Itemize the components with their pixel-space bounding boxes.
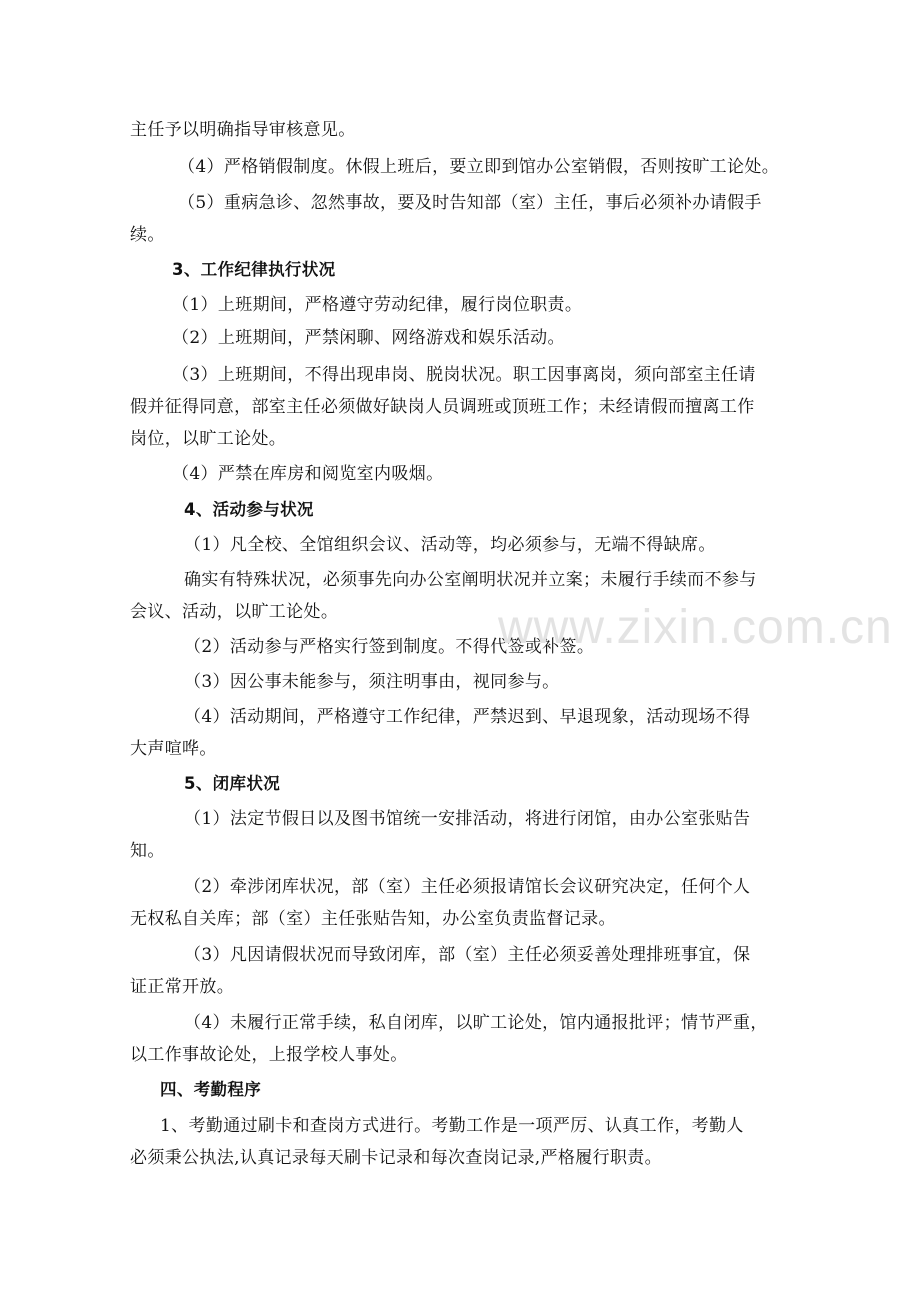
paragraph-line: （3）上班期间，不得出现串岗、脱岗状况。职工因事离岗，须向部室主任请 <box>172 365 756 385</box>
paragraph-line: （4）未履行正常手续，私自闭库，以旷工论处，馆内通报批评；情节严重， <box>184 1013 768 1033</box>
paragraph-line: （3）凡因请假状况而导致闭库，部（室）主任必须妥善处理排班事宜，保 <box>184 945 751 965</box>
section-heading: 四、考勤程序 <box>160 1080 262 1099</box>
watermark: www.zixin.com.cn <box>498 601 893 654</box>
paragraph-line: （2）上班期间，严禁闲聊、网络游戏和娱乐活动。 <box>172 328 565 348</box>
paragraph-line: 无权私自关库；部（室）主任张贴告知，办公室负责监督记录。 <box>130 909 616 929</box>
paragraph-line: （1）凡全校、全馆组织会议、活动等，均必须参与，无端不得缺席。 <box>184 535 716 555</box>
paragraph-line: （1）上班期间，严格遵守劳动纪律，履行岗位职责。 <box>172 295 583 315</box>
paragraph-line: （4）严禁在库房和阅览室内吸烟。 <box>172 464 444 484</box>
paragraph-line: （2）活动参与严格实行签到制度。不得代签或补签。 <box>184 637 595 657</box>
paragraph-line: 假并征得同意，部室主任必须做好缺岗人员调班或顶班工作；未经请假而擅离工作 <box>130 397 755 417</box>
paragraph-line: 会议、活动，以旷工论处。 <box>130 602 339 622</box>
paragraph-line: （1）法定节假日以及图书馆统一安排活动，将进行闭馆，由办公室张贴告 <box>184 809 751 829</box>
paragraph-line: 1、考勤通过刷卡和查岗方式进行。考勤工作是一项严厉、认真工作，考勤人 <box>160 1116 744 1136</box>
paragraph-line: 证正常开放。 <box>130 977 235 997</box>
paragraph-line: 续。 <box>130 225 165 245</box>
paragraph-line: （4）活动期间，严格遵守工作纪律，严禁迟到、早退现象，活动现场不得 <box>184 707 751 727</box>
paragraph-line: 必须秉公执法,认真记录每天刷卡记录和每次查岗记录,严格履行职责。 <box>130 1148 663 1168</box>
paragraph-line: （5）重病急诊、忽然事故，要及时告知部（室）主任，事后必须补办请假手 <box>178 193 762 213</box>
paragraph-line: 以工作事故论处，上报学校人事处。 <box>130 1045 408 1065</box>
paragraph-line: 岗位，以旷工论处。 <box>130 429 287 449</box>
section-heading: 5、闭库状况 <box>184 774 281 793</box>
paragraph-line: 大声喧哗。 <box>130 739 217 759</box>
paragraph-line: 确实有特殊状况，必须事先向办公室阐明状况并立案；未履行手续而不参与 <box>184 570 757 590</box>
paragraph-line: 主任予以明确指导审核意见。 <box>130 120 356 140</box>
paragraph-line: （2）牵涉闭库状况，部（室）主任必须报请馆长会议研究决定，任何个人 <box>184 877 751 897</box>
paragraph-line: （3）因公事未能参与，须注明事由，视同参与。 <box>184 672 560 692</box>
section-heading: 4、活动参与状况 <box>184 500 314 519</box>
paragraph-line: （4）严格销假制度。休假上班后，要立即到馆办公室销假，否则按旷工论处。 <box>178 157 780 177</box>
paragraph-line: 知。 <box>130 841 165 861</box>
section-heading: 3、工作纪律执行状况 <box>172 260 336 279</box>
